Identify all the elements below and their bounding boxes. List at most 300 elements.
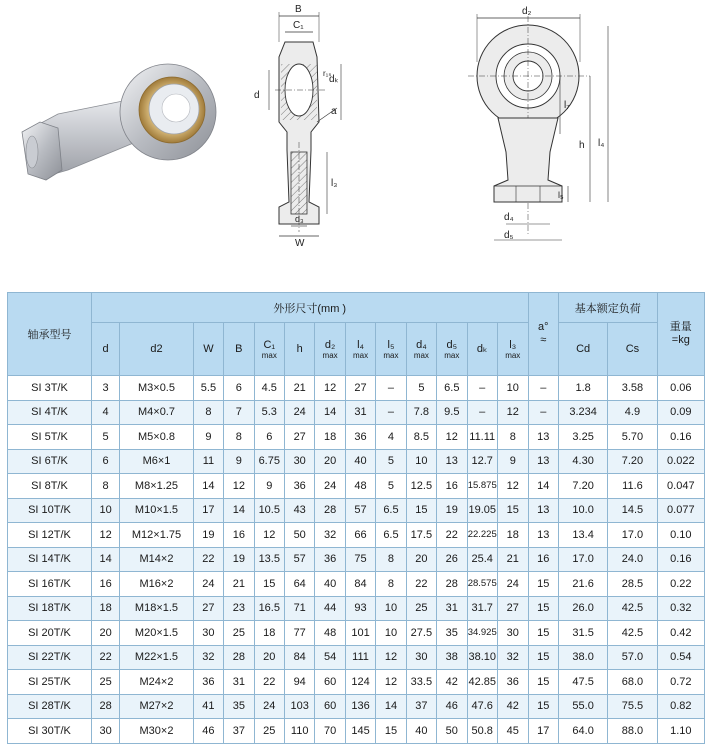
header-dim-12: l₃ max xyxy=(497,323,528,376)
table-cell: 38 xyxy=(437,645,467,670)
header-load-group: 基本额定负荷 xyxy=(558,293,657,323)
table-cell: 36 xyxy=(193,670,223,695)
table-cell: 60 xyxy=(315,670,345,695)
table-row xyxy=(8,523,705,548)
table-cell: 19 xyxy=(193,523,223,548)
table-cell: 9 xyxy=(224,449,254,474)
table-cell: 35 xyxy=(437,621,467,646)
table-cell: 21 xyxy=(284,376,314,401)
label-d3: d₃ xyxy=(295,214,304,224)
label-d5: d₅ xyxy=(504,230,514,241)
table-cell: 54 xyxy=(315,645,345,670)
table-row xyxy=(8,425,705,450)
header-dim-9: d₄ max xyxy=(406,323,436,376)
table-cell: 5.70 xyxy=(608,425,657,450)
table-cell: 5.5 xyxy=(193,376,223,401)
table-cell: 12 xyxy=(497,400,528,425)
table-cell: 10 xyxy=(376,596,406,621)
table-cell: 3.234 xyxy=(558,400,607,425)
table-cell: M3×0.5 xyxy=(120,376,193,401)
table-cell: 68.0 xyxy=(608,670,657,695)
table-cell: 28 xyxy=(315,498,345,523)
table-cell: M12×1.75 xyxy=(120,523,193,548)
label-l7: l₇ xyxy=(564,100,570,111)
table-cell: 5.3 xyxy=(254,400,284,425)
header-dim-0: d xyxy=(91,323,119,376)
table-cell: 57 xyxy=(345,498,375,523)
table-cell: 8 xyxy=(497,425,528,450)
table-cell: 31 xyxy=(437,596,467,621)
table-cell: 71 xyxy=(284,596,314,621)
table-cell: 25 xyxy=(224,621,254,646)
table-cell: 8 xyxy=(224,425,254,450)
table-cell: 9 xyxy=(254,474,284,499)
table-cell: 17.0 xyxy=(608,523,657,548)
table-cell: 22.225 xyxy=(467,523,497,548)
label-l5: l₅ xyxy=(558,190,564,200)
table-cell: 11 xyxy=(193,449,223,474)
table-cell: 64 xyxy=(284,572,314,597)
table-cell: 17 xyxy=(528,719,558,744)
label-l3: l₃ xyxy=(331,178,338,189)
table-cell: 12 xyxy=(224,474,254,499)
table-cell: 6 xyxy=(254,425,284,450)
table-cell: M24×2 xyxy=(120,670,193,695)
table-cell: 0.09 xyxy=(657,400,704,425)
model-cell: SI 4T/K xyxy=(8,400,92,425)
table-cell: 28 xyxy=(91,694,119,719)
label-d2: d₂ xyxy=(522,6,532,17)
table-cell: 16 xyxy=(528,547,558,572)
table-cell: 136 xyxy=(345,694,375,719)
table-cell: 6.5 xyxy=(437,376,467,401)
table-cell: 13 xyxy=(528,523,558,548)
table-cell: 17 xyxy=(193,498,223,523)
table-cell: 12.5 xyxy=(406,474,436,499)
header-dim-5: h xyxy=(284,323,314,376)
table-cell: 8 xyxy=(376,547,406,572)
table-cell: 3.25 xyxy=(558,425,607,450)
table-cell: 30 xyxy=(91,719,119,744)
table-cell: 50.8 xyxy=(467,719,497,744)
table-cell: 27 xyxy=(193,596,223,621)
table-cell: 10 xyxy=(91,498,119,523)
model-cell: SI 20T/K xyxy=(8,621,92,646)
table-cell: 37 xyxy=(406,694,436,719)
table-cell: 32 xyxy=(497,645,528,670)
table-cell: 42.5 xyxy=(608,621,657,646)
table-cell: 47.5 xyxy=(558,670,607,695)
table-cell: 24 xyxy=(315,474,345,499)
header-dim-4: C₁ max xyxy=(254,323,284,376)
table-cell: 6.5 xyxy=(376,523,406,548)
table-cell: 101 xyxy=(345,621,375,646)
table-row xyxy=(8,474,705,499)
table-cell: 15 xyxy=(406,498,436,523)
table-cell: 24 xyxy=(497,572,528,597)
table-cell: 12 xyxy=(376,645,406,670)
header-dim-11: dₖ xyxy=(467,323,497,376)
table-cell: 38.10 xyxy=(467,645,497,670)
table-cell: 12 xyxy=(254,523,284,548)
table-cell: 0.06 xyxy=(657,376,704,401)
table-cell: 3 xyxy=(91,376,119,401)
table-cell: 70 xyxy=(315,719,345,744)
table-cell: M5×0.8 xyxy=(120,425,193,450)
table-cell: 21 xyxy=(224,572,254,597)
table-cell: – xyxy=(467,376,497,401)
table-cell: 0.022 xyxy=(657,449,704,474)
table-cell: 37 xyxy=(224,719,254,744)
table-cell: 10 xyxy=(497,376,528,401)
table-cell: 19.05 xyxy=(467,498,497,523)
table-cell: 0.72 xyxy=(657,670,704,695)
table-cell: 22 xyxy=(406,572,436,597)
table-cell: 111 xyxy=(345,645,375,670)
table-cell: 14.5 xyxy=(608,498,657,523)
table-cell: 7 xyxy=(224,400,254,425)
model-cell: SI 8T/K xyxy=(8,474,92,499)
table-cell: M14×2 xyxy=(120,547,193,572)
table-cell: 7.8 xyxy=(406,400,436,425)
table-cell: 22 xyxy=(437,523,467,548)
table-cell: 13 xyxy=(437,449,467,474)
table-cell: 0.10 xyxy=(657,523,704,548)
table-cell: – xyxy=(376,376,406,401)
table-cell: 20 xyxy=(406,547,436,572)
table-cell: 12 xyxy=(497,474,528,499)
table-cell: 30 xyxy=(193,621,223,646)
table-cell: 103 xyxy=(284,694,314,719)
table-row xyxy=(8,596,705,621)
table-cell: 28.5 xyxy=(608,572,657,597)
table-cell: 25 xyxy=(406,596,436,621)
label-r1s: r₁ₛ xyxy=(323,69,332,78)
table-cell: 14 xyxy=(91,547,119,572)
table-row xyxy=(8,572,705,597)
table-row xyxy=(8,449,705,474)
table-cell: 34.925 xyxy=(467,621,497,646)
table-cell: 13.5 xyxy=(254,547,284,572)
table-row xyxy=(8,547,705,572)
table-cell: 14 xyxy=(193,474,223,499)
table-cell: M22×1.5 xyxy=(120,645,193,670)
table-cell: 0.16 xyxy=(657,425,704,450)
table-cell: 12 xyxy=(376,670,406,695)
table-cell: M27×2 xyxy=(120,694,193,719)
table-cell: 13 xyxy=(528,425,558,450)
label-W: W xyxy=(295,238,305,248)
label-C1: C₁ xyxy=(293,20,304,31)
table-cell: 10 xyxy=(376,621,406,646)
table-cell: 16 xyxy=(91,572,119,597)
table-cell: 40 xyxy=(406,719,436,744)
table-cell: 24 xyxy=(284,400,314,425)
table-cell: – xyxy=(467,400,497,425)
header-dim-10: d₅ max xyxy=(437,323,467,376)
table-cell: 28 xyxy=(437,572,467,597)
table-row xyxy=(8,400,705,425)
table-cell: 4.5 xyxy=(254,376,284,401)
table-cell: 14 xyxy=(528,474,558,499)
table-cell: 1.8 xyxy=(558,376,607,401)
table-cell: 31 xyxy=(345,400,375,425)
table-cell: 4 xyxy=(376,425,406,450)
table-cell: – xyxy=(528,400,558,425)
table-cell: 60 xyxy=(315,694,345,719)
table-cell: 30 xyxy=(284,449,314,474)
table-cell: 24 xyxy=(193,572,223,597)
table-cell: 15 xyxy=(528,645,558,670)
table-cell: 3.58 xyxy=(608,376,657,401)
table-cell: 36 xyxy=(284,474,314,499)
table-cell: 0.82 xyxy=(657,694,704,719)
table-cell: 48 xyxy=(345,474,375,499)
table-cell: 17.0 xyxy=(558,547,607,572)
table-cell: 42 xyxy=(497,694,528,719)
label-d4: d₄ xyxy=(504,212,514,223)
table-cell: 16 xyxy=(224,523,254,548)
table-cell: M18×1.5 xyxy=(120,596,193,621)
table-cell: 21 xyxy=(497,547,528,572)
table-cell: 42 xyxy=(437,670,467,695)
table-cell: 6.75 xyxy=(254,449,284,474)
table-cell: 0.54 xyxy=(657,645,704,670)
label-dk: dₖ xyxy=(329,74,339,85)
table-cell: 21.6 xyxy=(558,572,607,597)
table-cell: 94 xyxy=(284,670,314,695)
model-cell: SI 28T/K xyxy=(8,694,92,719)
table-row xyxy=(8,498,705,523)
table-row xyxy=(8,645,705,670)
header-dim-6: d₂ max xyxy=(315,323,345,376)
header-dim-1: d2 xyxy=(120,323,193,376)
table-cell: 23 xyxy=(224,596,254,621)
table-cell: 50 xyxy=(284,523,314,548)
table-cell: M16×2 xyxy=(120,572,193,597)
table-row xyxy=(8,621,705,646)
table-cell: 75 xyxy=(345,547,375,572)
header-weight: 重量 =kg xyxy=(657,293,704,376)
table-cell: 20 xyxy=(254,645,284,670)
table-cell: 47.6 xyxy=(467,694,497,719)
header-angle: a° ≈ xyxy=(528,293,558,376)
table-cell: 40 xyxy=(345,449,375,474)
table-cell: 5 xyxy=(376,449,406,474)
table-cell: 10 xyxy=(406,449,436,474)
table-cell: 0.077 xyxy=(657,498,704,523)
table-cell: 19 xyxy=(224,547,254,572)
table-cell: 38.0 xyxy=(558,645,607,670)
table-cell: 12 xyxy=(91,523,119,548)
front-view-drawing xyxy=(462,2,622,248)
table-cell: 42.85 xyxy=(467,670,497,695)
model-cell: SI 18T/K xyxy=(8,596,92,621)
table-cell: 13.4 xyxy=(558,523,607,548)
table-cell: 43 xyxy=(284,498,314,523)
table-cell: 30 xyxy=(497,621,528,646)
table-row xyxy=(8,719,705,744)
table-cell: 22 xyxy=(254,670,284,695)
table-cell: 10.0 xyxy=(558,498,607,523)
table-cell: 77 xyxy=(284,621,314,646)
table-cell: 84 xyxy=(345,572,375,597)
table-cell: 4.30 xyxy=(558,449,607,474)
table-cell: 13 xyxy=(528,498,558,523)
spec-table xyxy=(7,292,705,744)
table-cell: 13 xyxy=(528,449,558,474)
table-cell: 4 xyxy=(91,400,119,425)
table-cell: 48 xyxy=(315,621,345,646)
table-cell: 6 xyxy=(91,449,119,474)
table-cell: 7.20 xyxy=(608,449,657,474)
table-cell: 27.5 xyxy=(406,621,436,646)
table-cell: 9 xyxy=(193,425,223,450)
table-cell: 66 xyxy=(345,523,375,548)
table-cell: 14 xyxy=(315,400,345,425)
table-cell: 31.5 xyxy=(558,621,607,646)
table-cell: 5 xyxy=(406,376,436,401)
table-row xyxy=(8,694,705,719)
side-view-drawing xyxy=(245,2,345,248)
table-cell: 25 xyxy=(91,670,119,695)
table-cell: 124 xyxy=(345,670,375,695)
table-cell: 14 xyxy=(376,694,406,719)
header-dim-3: B xyxy=(224,323,254,376)
table-cell: 0.42 xyxy=(657,621,704,646)
header-load-0: Cd xyxy=(558,323,607,376)
table-cell: 41 xyxy=(193,694,223,719)
table-cell: 30 xyxy=(406,645,436,670)
table-cell: 33.5 xyxy=(406,670,436,695)
table-cell: 22 xyxy=(91,645,119,670)
label-l4: l₄ xyxy=(598,138,605,149)
table-cell: 27 xyxy=(497,596,528,621)
table-cell: 5 xyxy=(376,474,406,499)
table-cell: 20 xyxy=(315,449,345,474)
rod-end-product-photo xyxy=(18,52,223,202)
table-cell: 24.0 xyxy=(608,547,657,572)
table-cell: 15 xyxy=(376,719,406,744)
table-cell: 18 xyxy=(315,425,345,450)
table-cell: 0.047 xyxy=(657,474,704,499)
header-load-1: Cs xyxy=(608,323,657,376)
table-cell: 0.22 xyxy=(657,572,704,597)
model-cell: SI 3T/K xyxy=(8,376,92,401)
table-cell: 1.10 xyxy=(657,719,704,744)
model-cell: SI 16T/K xyxy=(8,572,92,597)
table-cell: 4.9 xyxy=(608,400,657,425)
table-cell: 6 xyxy=(224,376,254,401)
table-cell: 110 xyxy=(284,719,314,744)
model-cell: SI 12T/K xyxy=(8,523,92,548)
table-cell: 32 xyxy=(193,645,223,670)
table-cell: 28.575 xyxy=(467,572,497,597)
table-cell: 50 xyxy=(437,719,467,744)
table-cell: 26 xyxy=(437,547,467,572)
table-cell: 20 xyxy=(91,621,119,646)
table-cell: 16 xyxy=(437,474,467,499)
table-cell: 75.5 xyxy=(608,694,657,719)
table-cell: 84 xyxy=(284,645,314,670)
table-cell: 12 xyxy=(437,425,467,450)
table-cell: 36 xyxy=(345,425,375,450)
table-cell: 0.32 xyxy=(657,596,704,621)
table-cell: 25.4 xyxy=(467,547,497,572)
table-cell: M20×1.5 xyxy=(120,621,193,646)
table-cell: 8.5 xyxy=(406,425,436,450)
table-cell: 15.875 xyxy=(467,474,497,499)
table-cell: 36 xyxy=(497,670,528,695)
table-cell: 36 xyxy=(315,547,345,572)
table-cell: 64.0 xyxy=(558,719,607,744)
header-dim-7: l₄ max xyxy=(345,323,375,376)
table-cell: 55.0 xyxy=(558,694,607,719)
table-cell: 45 xyxy=(497,719,528,744)
table-cell: 57.0 xyxy=(608,645,657,670)
table-cell: 12 xyxy=(315,376,345,401)
table-cell: 31 xyxy=(224,670,254,695)
table-cell: 9 xyxy=(497,449,528,474)
table-cell: M10×1.5 xyxy=(120,498,193,523)
table-cell: 27 xyxy=(345,376,375,401)
table-cell: 57 xyxy=(284,547,314,572)
table-cell: 18 xyxy=(497,523,528,548)
table-cell: 28 xyxy=(224,645,254,670)
table-cell: 10.5 xyxy=(254,498,284,523)
table-cell: 5 xyxy=(91,425,119,450)
table-cell: 0.16 xyxy=(657,547,704,572)
table-cell: 26.0 xyxy=(558,596,607,621)
model-cell: SI 25T/K xyxy=(8,670,92,695)
table-cell: 46 xyxy=(437,694,467,719)
table-cell: M30×2 xyxy=(120,719,193,744)
header-model: 轴承型号 xyxy=(8,293,92,376)
table-cell: 17.5 xyxy=(406,523,436,548)
table-cell: 9.5 xyxy=(437,400,467,425)
table-cell: 15 xyxy=(528,621,558,646)
model-cell: SI 6T/K xyxy=(8,449,92,474)
table-cell: M6×1 xyxy=(120,449,193,474)
table-cell: 22 xyxy=(193,547,223,572)
table-cell: 25 xyxy=(254,719,284,744)
table-cell: 8 xyxy=(376,572,406,597)
table-cell: 93 xyxy=(345,596,375,621)
table-cell: 32 xyxy=(315,523,345,548)
table-cell: 35 xyxy=(224,694,254,719)
header-dim-8: l₅ max xyxy=(376,323,406,376)
table-cell: 88.0 xyxy=(608,719,657,744)
label-a: a xyxy=(331,106,337,117)
table-cell: – xyxy=(376,400,406,425)
table-cell: 14 xyxy=(224,498,254,523)
table-cell: 15 xyxy=(497,498,528,523)
table-cell: 16.5 xyxy=(254,596,284,621)
table-cell: 40 xyxy=(315,572,345,597)
header-outline-group: 外形尺寸(mm ) xyxy=(91,293,528,323)
model-cell: SI 10T/K xyxy=(8,498,92,523)
table-cell: 15 xyxy=(528,596,558,621)
label-B: B xyxy=(295,4,302,15)
table-cell: 18 xyxy=(254,621,284,646)
table-cell: 6.5 xyxy=(376,498,406,523)
table-cell: M8×1.25 xyxy=(120,474,193,499)
table-cell: 12.7 xyxy=(467,449,497,474)
model-cell: SI 5T/K xyxy=(8,425,92,450)
model-cell: SI 14T/K xyxy=(8,547,92,572)
table-cell: 8 xyxy=(91,474,119,499)
table-cell: 7.20 xyxy=(558,474,607,499)
